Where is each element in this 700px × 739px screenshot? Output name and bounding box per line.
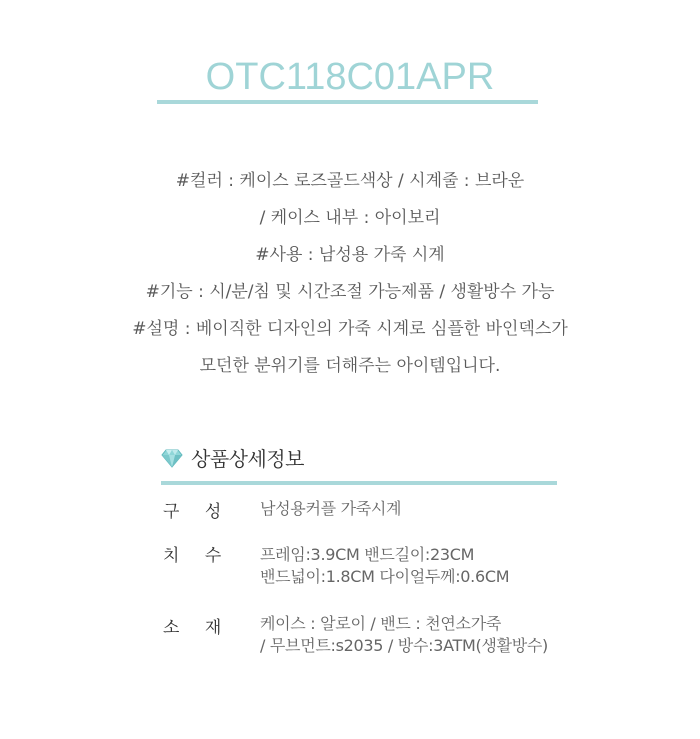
description-line: #설명 : 베이직한 디자인의 가죽 시계로 심플한 바인덱스가 <box>132 319 568 339</box>
spec-value <box>260 498 401 520</box>
product-code: OTC118C01APR <box>205 56 495 98</box>
description-line: / 케이스 내부 : 아이보리 <box>259 208 441 228</box>
description-line: #사용 : 남성용 가죽 시계 <box>255 245 445 265</box>
spec-value-line: / 무브먼트:s2035 / 방수:3ATM(생활방수) <box>260 636 548 655</box>
description-line: #컬러 : 케이스 로즈골드색상 / 시계줄 : 브라운 <box>175 171 525 191</box>
spec-label: 소 재 <box>163 618 232 638</box>
spec-value <box>260 613 548 657</box>
spec-value-line: 프레임:3.9CM 밴드길이:23CM <box>260 545 475 564</box>
detail-section-title: 상품상세정보 <box>191 447 304 471</box>
spec-value-line: 밴드넓이:1.8CM 다이얼두께:0.6CM <box>260 567 510 586</box>
detail-section-underline <box>161 481 557 485</box>
product-description <box>0 163 700 385</box>
product-code-underline <box>157 100 538 104</box>
spec-value-line: 케이스 : 알로이 / 밴드 : 천연소가죽 <box>260 614 502 633</box>
spec-label: 치 수 <box>163 546 232 566</box>
spec-value-line: 남성용커플 가죽시계 <box>260 499 402 518</box>
diamond-icon <box>161 447 183 469</box>
spec-value <box>260 544 509 588</box>
spec-label: 구 성 <box>163 502 232 522</box>
description-line: #기능 : 시/분/침 및 시간조절 가능제품 / 생활방수 가능 <box>145 282 555 302</box>
detail-section-header <box>161 443 304 472</box>
description-line: 모던한 분위기를 더해주는 아이템입니다. <box>199 356 501 376</box>
